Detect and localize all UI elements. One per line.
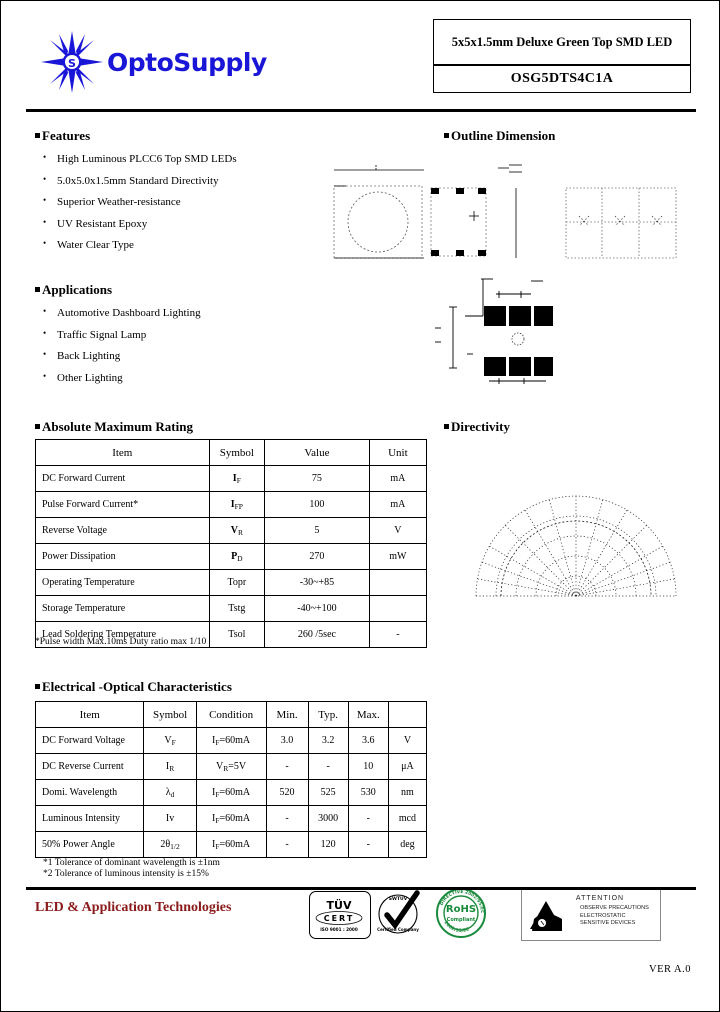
column-header-item: Item (36, 440, 210, 466)
footer-rule (26, 887, 696, 890)
table-row (36, 728, 427, 754)
bullet-square-icon (35, 684, 40, 689)
outline-dimension-drawing (326, 156, 696, 276)
applications-heading: Applications (35, 282, 112, 298)
svg-text:2002/95/EC: 2002/95/EC (442, 920, 471, 935)
bullet-square-icon (444, 424, 449, 429)
cell-item: Lead Soldering Temperature (36, 622, 210, 648)
cell-unit (369, 570, 426, 596)
list-item: • Water Clear Type (35, 239, 305, 251)
cell-typ: 525 (308, 780, 348, 806)
cell-unit: deg (388, 832, 426, 858)
column-header-typ: Typ. (308, 702, 348, 728)
svg-text:S: S (68, 57, 76, 70)
list-item: • Automotive Dashboard Lighting (35, 307, 305, 319)
cell-typ: 120 (308, 832, 348, 858)
cell-symbol: $2\theta_{1/2}$ (144, 832, 196, 858)
features-heading: Features (35, 128, 90, 144)
svg-text:Certified Company: Certified Company (377, 927, 419, 932)
svg-text:RoHS: RoHS (445, 904, 477, 915)
cell-min: - (266, 832, 308, 858)
electro-optical-heading: Electrical -Optical Characteristics (35, 679, 232, 695)
cell-symbol: $I_{FP}$ (209, 492, 265, 518)
cell-symbol: Iv (144, 806, 196, 832)
company-name: OptoSupply (107, 47, 267, 77)
column-header-max: Max. (348, 702, 388, 728)
cell-symbol: Tsol (209, 622, 265, 648)
cell-value: -40~+100 (265, 596, 370, 622)
svg-text:CERT: CERT (323, 914, 355, 923)
bullet-square-icon (35, 287, 40, 292)
list-item: • Traffic Signal Lamp (35, 329, 305, 341)
esd-lines (580, 905, 660, 928)
esd-line: OBSERVE PRECAUTIONS (580, 905, 649, 911)
table-row (36, 780, 427, 806)
cell-min: - (266, 806, 308, 832)
solder-pad-layout-drawing (421, 276, 606, 393)
cell-value: 75 (265, 466, 370, 492)
cell-unit: V (388, 728, 426, 754)
table-header-row (36, 702, 427, 728)
cell-item: Domi. Wavelength (36, 780, 144, 806)
part-number: OSG5DTS4C1A (510, 71, 614, 86)
cell-item: DC Reverse Current (36, 754, 144, 780)
table-row (36, 754, 427, 780)
table-row (36, 466, 427, 492)
cell-item: Reverse Voltage (36, 518, 210, 544)
cell-unit: V (369, 518, 426, 544)
cell-item: Storage Temperature (36, 596, 210, 622)
list-item: • Back Lighting (35, 350, 305, 362)
svg-text:Compliant: Compliant (446, 917, 476, 923)
esd-line: SENSITIVE DEVICES (580, 920, 636, 926)
list-item: • Superior Weather-resistance (35, 196, 305, 208)
cell-value: -30~+85 (265, 570, 370, 596)
cell-symbol: Topr (209, 570, 265, 596)
absolute-max-footnote: *Pulse width Max.10ms Duty ratio max 1/10 (35, 637, 207, 647)
list-item: • High Luminous PLCC6 Top SMD LEDs (35, 153, 305, 165)
cell-value: 260 /5sec (265, 622, 370, 648)
cell-max: 530 (348, 780, 388, 806)
cell-symbol: $I_R$ (144, 754, 196, 780)
cell-item: Operating Temperature (36, 570, 210, 596)
cell-item: Luminous Intensity (36, 806, 144, 832)
cell-unit: mA (369, 492, 426, 518)
cell-item: Pulse Forward Current* (36, 492, 210, 518)
table-row (36, 518, 427, 544)
absolute-max-rating-table (35, 439, 427, 648)
cell-condition: $I_F=60mA$ (196, 780, 266, 806)
cell-symbol: $P_D$ (209, 544, 265, 570)
check-cert-logo (373, 889, 425, 942)
table-row (36, 492, 427, 518)
cell-unit: μA (388, 754, 426, 780)
column-header-symbol: Symbol (209, 440, 265, 466)
electro-optical-footnote-2: *2 Tolerance of luminous intensity is ±15% (43, 869, 209, 879)
list-item: • 5.0x5.0x1.5mm Standard Directivity (35, 175, 305, 187)
cell-item: DC Forward Voltage (36, 728, 144, 754)
esd-hand-triangle-icon (528, 899, 574, 940)
list-item: • UV Resistant Epoxy (35, 218, 305, 230)
company-logo (41, 31, 267, 93)
cell-min: 3.0 (266, 728, 308, 754)
cell-unit: nm (388, 780, 426, 806)
cell-unit: mW (369, 544, 426, 570)
page-header (26, 19, 696, 99)
cell-unit (369, 596, 426, 622)
table-row (36, 832, 427, 858)
features-list (35, 153, 305, 261)
cell-symbol: Tstg (209, 596, 265, 622)
tuv-cert-logo (309, 891, 371, 939)
table-row (36, 596, 427, 622)
bullet-square-icon (444, 133, 449, 138)
cell-value: 270 (265, 544, 370, 570)
cell-item: DC Forward Current (36, 466, 210, 492)
cell-symbol: $I_F$ (209, 466, 265, 492)
bullet-square-icon (35, 133, 40, 138)
cell-typ: 3000 (308, 806, 348, 832)
footer-tagline: LED & Application Technologies (35, 900, 232, 915)
cell-symbol: $\lambda_d$ (144, 780, 196, 806)
cell-symbol: $V_R$ (209, 518, 265, 544)
cell-max: 10 (348, 754, 388, 780)
bullet-square-icon (35, 424, 40, 429)
cell-condition: $I_F=60mA$ (196, 728, 266, 754)
applications-list (35, 307, 305, 393)
cell-unit: - (369, 622, 426, 648)
table-row (36, 544, 427, 570)
table-row (36, 570, 427, 596)
cell-symbol: $V_F$ (144, 728, 196, 754)
cell-min: - (266, 754, 308, 780)
list-item: • Other Lighting (35, 372, 305, 384)
cell-max: 3.6 (348, 728, 388, 754)
cell-value: 100 (265, 492, 370, 518)
product-title-box (433, 19, 691, 93)
column-header-unit (388, 702, 426, 728)
cell-max: - (348, 832, 388, 858)
cell-condition: $I_F=60mA$ (196, 806, 266, 832)
column-header-symbol: Symbol (144, 702, 196, 728)
cell-item: Power Dissipation (36, 544, 210, 570)
version-label: VER A.0 (648, 964, 691, 975)
absolute-max-rating-heading: Absolute Maximum Rating (35, 419, 193, 435)
rohs-logo (433, 887, 489, 944)
column-header-min: Min. (266, 702, 308, 728)
cell-unit: mA (369, 466, 426, 492)
cell-min: 520 (266, 780, 308, 806)
svg-text:ISO 9001 : 2000: ISO 9001 : 2000 (320, 927, 358, 932)
svg-text:DIRECTIVE 2002/95/EC: DIRECTIVE 2002/95/EC (439, 889, 485, 914)
cell-typ: 3.2 (308, 728, 348, 754)
table-header-row (36, 440, 427, 466)
header-rule (26, 109, 696, 112)
electro-optical-footnote-1: *1 Tolerance of dominant wavelength is ±1nm (43, 858, 220, 868)
directivity-polar-chart (461, 456, 691, 621)
esd-title: ATTENTION (575, 895, 625, 902)
cell-condition: $V_R=5V$ (196, 754, 266, 780)
cell-typ: - (308, 754, 348, 780)
esd-notice-box (521, 889, 661, 941)
electro-optical-table (35, 701, 427, 858)
cell-value: 5 (265, 518, 370, 544)
column-header-item: Item (36, 702, 144, 728)
cell-condition: $I_F=60mA$ (196, 832, 266, 858)
outline-dimension-heading: Outline Dimension (444, 128, 555, 144)
svg-text:SWTUV: SWTUV (388, 897, 408, 902)
product-title: 5x5x1.5mm Deluxe Green Top SMD LED (451, 34, 673, 49)
column-header-unit: Unit (369, 440, 426, 466)
cell-max: - (348, 806, 388, 832)
directivity-heading: Directivity (444, 419, 510, 435)
starburst-logo-icon (41, 31, 103, 93)
cell-unit: mcd (388, 806, 426, 832)
table-row (36, 806, 427, 832)
cell-item: 50% Power Angle (36, 832, 144, 858)
column-header-value: Value (265, 440, 370, 466)
column-header-condition: Condition (196, 702, 266, 728)
esd-line: ELECTROSTATIC (580, 912, 626, 919)
tuv-text: TÜV (326, 899, 352, 912)
